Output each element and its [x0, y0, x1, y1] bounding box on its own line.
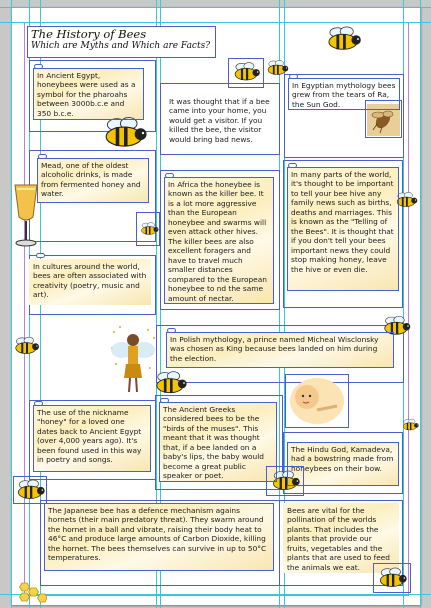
text-frame-kamadeva[interactable] — [287, 442, 399, 486]
bee-icon[interactable] — [322, 24, 364, 54]
guide-horizontal[interactable] — [0, 22, 431, 23]
text-frame-visitor[interactable] — [165, 94, 275, 149]
bee-icon[interactable] — [138, 212, 160, 246]
paragraph-egypt-myth: In Egyptian mythology bees grew from the tears of Ra, the Sun God. — [292, 81, 396, 109]
paragraph-egypt-honeybees: In Ancient Egypt, honeybees were used as a symbol for the pharoahs between 3000b.c.e and 350 b.c.e. — [37, 71, 136, 118]
text-link-icon[interactable] — [36, 253, 45, 258]
text-link-icon[interactable] — [165, 173, 174, 178]
paragraph-japanese: The Japanese bee has a defence mechanism agains hornets (their main predatory threat). They swarm around the hornet in a ball and vibrate, raising their body heat to 46°C and produce large amounts of Carbon Dioxide, killing the hornet. The bees themselves can survive in up to 50°C temperatures. — [48, 506, 267, 563]
text-link-icon[interactable] — [34, 64, 43, 69]
text-frame-honey-nickname[interactable] — [33, 405, 151, 472]
bee-icon[interactable] — [13, 476, 47, 504]
paragraph-kamadeva: The Hindu God, Kamadeva, had a bowstring made from honeybees on their bow. — [291, 445, 394, 473]
guide-horizontal[interactable] — [0, 594, 431, 595]
bee-icon[interactable] — [97, 114, 151, 152]
paragraph-telling: In many parts of the world, it's thought to be important to tell your bee hive any family news such as births, deaths and marriages. This is known as the "Telling of the Bees". It is thought that if you don't tell your bees important news they could stop making honey, leave the hive or even die. — [291, 170, 394, 274]
baby-icon[interactable] — [287, 376, 347, 426]
bee-icon[interactable] — [264, 58, 290, 78]
text-frame-polish[interactable] — [166, 332, 394, 368]
text-frame-africa[interactable] — [164, 177, 274, 304]
guide-vertical[interactable] — [420, 0, 421, 608]
text-link-icon[interactable] — [167, 328, 176, 333]
bee-icon[interactable] — [11, 330, 41, 362]
bee-icon[interactable] — [150, 369, 190, 397]
text-link-icon[interactable] — [288, 163, 297, 168]
text-frame-greeks[interactable] — [159, 402, 277, 482]
honeycomb-icon[interactable] — [17, 582, 47, 604]
paragraph-africa: In Africa the honeybee is known as the killer bee. It is a lot more aggressive than the European honeybee and swarms will even attack other hives. The killer bees are also excellent foragers and have to travel much smaller distances compared to the European honeybee to nd the same amount of nectar. — [168, 180, 267, 303]
bee-icon[interactable] — [400, 412, 420, 438]
text-frame-japanese[interactable] — [44, 503, 274, 571]
bee-icon[interactable] — [268, 468, 302, 494]
guide-horizontal[interactable] — [0, 7, 431, 8]
paragraph-visitor: It was thought that if a bee came into your home, you would get a visitor. If you killed the bee, the visitor would bring bad news. — [169, 97, 270, 144]
text-link-icon[interactable] — [34, 401, 43, 406]
text-frame-creativity[interactable] — [29, 259, 151, 305]
bee-icon[interactable] — [393, 183, 419, 217]
paragraph-pollinators: Bees are vital for the pollination of the worlds plants. That includes the plants that provide our fruits, vegetables and the plants that are used to feed the animals we eat. — [287, 506, 390, 572]
bee-icon[interactable] — [376, 314, 416, 338]
title-frame[interactable] — [27, 26, 216, 58]
page-subtitle: Which are Myths and Which are Facts? — [31, 40, 211, 51]
text-frame-telling[interactable] — [287, 167, 399, 291]
paragraph-creativity: In cultures around the world, bees are often associated with creativity (poetry, music and art). — [33, 262, 147, 300]
paragraph-greeks: The Ancient Greeks considered bees to be the "birds of the muses". This meant that it was thought that, if a bee landed on a baby's lips, the baby would become a great public speaker or poet. — [163, 405, 264, 481]
bee-drawing-icon[interactable] — [367, 104, 400, 136]
text-link-icon[interactable] — [160, 398, 169, 403]
paragraph-honey-nickname: The use of the nickname "honey" for a loved one dates back to Ancient Egypt (over 4,000 years ago). It's been found used in this way in poetry and songs. — [37, 408, 142, 465]
text-link-icon[interactable] — [289, 74, 298, 79]
text-frame-pollinators[interactable] — [283, 503, 399, 573]
bee-icon[interactable] — [375, 565, 409, 591]
mead-glass-icon[interactable] — [11, 183, 41, 249]
guide-vertical[interactable] — [11, 0, 12, 608]
bee-icon[interactable] — [230, 59, 262, 85]
text-frame-egypt-honeybees[interactable] — [33, 68, 144, 120]
page-title: The History of Bees — [31, 27, 147, 41]
text-link-icon[interactable] — [38, 154, 47, 159]
paragraph-mead: Mead, one of the oldest alcoholic drinks, is made from fermented honey and water. — [41, 161, 141, 199]
text-frame-mead[interactable] — [37, 158, 149, 203]
paragraph-polish: In Polish mythology, a prince named Micheal Wisclonsky was chosen as King because bees landed on him during the election. — [170, 335, 379, 363]
